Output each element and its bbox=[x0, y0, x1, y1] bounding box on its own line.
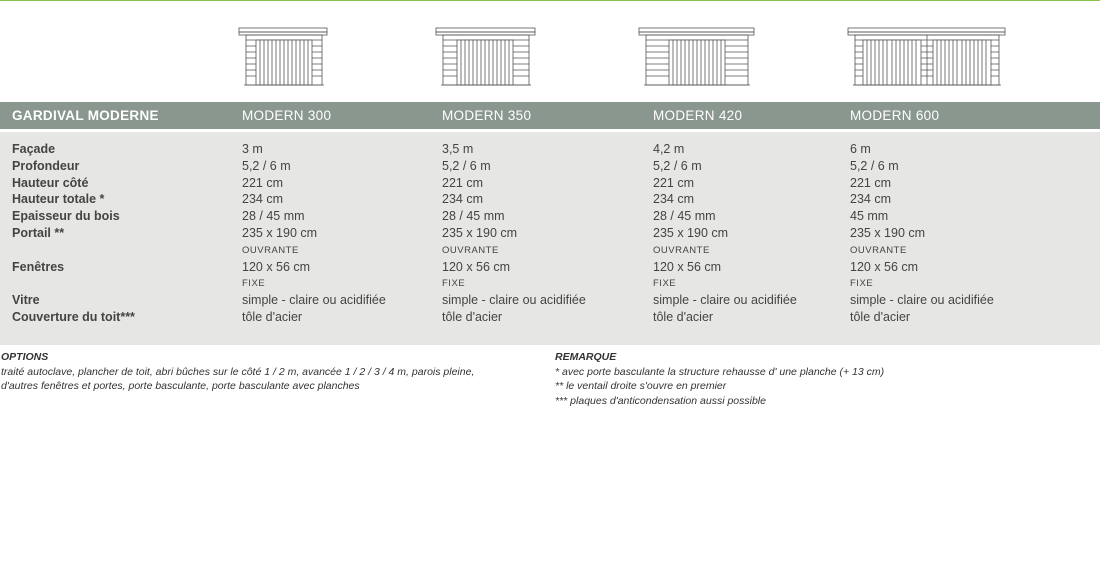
spec-value: tôle d'acier bbox=[242, 310, 303, 324]
spec-value: 120 x 56 cm bbox=[850, 260, 919, 274]
spec-subvalue: OUVRANTE bbox=[653, 245, 710, 256]
spec-subvalue: FIXE bbox=[442, 278, 466, 289]
spec-value: 120 x 56 cm bbox=[442, 260, 511, 274]
table-header-band bbox=[0, 102, 1100, 129]
label-vitre: Vitre bbox=[12, 293, 40, 307]
spec-value: 234 cm bbox=[653, 192, 694, 206]
remarque-line: * avec porte basculante la structure rehausse d' une planche (+ 13 cm) bbox=[555, 365, 885, 378]
label-profondeur: Profondeur bbox=[12, 159, 80, 173]
modern-600-garage-icon bbox=[846, 26, 1008, 88]
spec-value: 221 cm bbox=[850, 176, 891, 190]
spec-value: 5,2 / 6 m bbox=[850, 159, 899, 173]
spec-value: 120 x 56 cm bbox=[242, 260, 311, 274]
spec-value: 4,2 m bbox=[653, 142, 685, 156]
spec-value: 234 cm bbox=[850, 192, 891, 206]
spec-value: 6 m bbox=[850, 142, 871, 156]
label-couverture: Couverture du toit*** bbox=[12, 310, 135, 324]
specs-table-body bbox=[0, 132, 1100, 345]
spec-value: simple - claire ou acidifiée bbox=[653, 293, 797, 307]
spec-subvalue: FIXE bbox=[850, 278, 874, 289]
label-hauteur-cote: Hauteur côté bbox=[12, 176, 89, 190]
remarque-title: REMARQUE bbox=[555, 351, 617, 363]
spec-value: simple - claire ou acidifiée bbox=[242, 293, 386, 307]
model-header-420: MODERN 420 bbox=[653, 108, 743, 123]
options-section bbox=[1, 350, 541, 394]
options-title: OPTIONS bbox=[1, 351, 49, 363]
model-header-350: MODERN 350 bbox=[442, 108, 532, 123]
spec-value: 3,5 m bbox=[442, 142, 474, 156]
spec-subvalue: OUVRANTE bbox=[442, 245, 499, 256]
spec-value: 221 cm bbox=[442, 176, 483, 190]
spec-value: tôle d'acier bbox=[850, 310, 911, 324]
spec-value: 221 cm bbox=[242, 176, 283, 190]
modern-350-garage-icon bbox=[434, 26, 538, 88]
model-header-300: MODERN 300 bbox=[242, 108, 332, 123]
remarque-line: ** le ventail droite s'ouvre en premier bbox=[555, 380, 727, 392]
options-line: d'autres fenêtres et portes, porte basculante, porte basculante avec planches bbox=[1, 380, 360, 392]
label-facade: Façade bbox=[12, 142, 56, 156]
spec-subvalue: OUVRANTE bbox=[242, 245, 299, 256]
spec-value: 28 / 45 mm bbox=[242, 209, 305, 223]
spec-subvalue: FIXE bbox=[242, 278, 266, 289]
remarque-section bbox=[555, 350, 1095, 408]
spec-value: 120 x 56 cm bbox=[653, 260, 722, 274]
label-hauteur-totale: Hauteur totale * bbox=[12, 192, 105, 206]
spec-value: 235 x 190 cm bbox=[653, 226, 729, 240]
spec-value: simple - claire ou acidifiée bbox=[442, 293, 586, 307]
spec-value: 28 / 45 mm bbox=[442, 209, 505, 223]
spec-value: 235 x 190 cm bbox=[850, 226, 926, 240]
spec-value: tôle d'acier bbox=[442, 310, 503, 324]
spec-value: 5,2 / 6 m bbox=[653, 159, 702, 173]
label-portail: Portail ** bbox=[12, 226, 65, 240]
spec-value: 234 cm bbox=[442, 192, 483, 206]
spec-value: 235 x 190 cm bbox=[242, 226, 318, 240]
label-fenetres: Fenêtres bbox=[12, 260, 65, 274]
label-epaisseur: Epaisseur du bois bbox=[12, 209, 120, 223]
spec-value: 5,2 / 6 m bbox=[242, 159, 291, 173]
spec-subvalue: OUVRANTE bbox=[850, 245, 907, 256]
product-line-title: GARDIVAL MODERNE bbox=[12, 108, 159, 123]
modern-420-garage-icon bbox=[637, 26, 757, 88]
spec-value: 234 cm bbox=[242, 192, 283, 206]
remarque-line: *** plaques d'anticondensation aussi possible bbox=[555, 394, 766, 407]
model-header-600: MODERN 600 bbox=[850, 108, 940, 123]
spec-value: 221 cm bbox=[653, 176, 694, 190]
spec-value: tôle d'acier bbox=[653, 310, 714, 324]
spec-subvalue: FIXE bbox=[653, 278, 677, 289]
spec-value: 5,2 / 6 m bbox=[442, 159, 491, 173]
top-accent-line bbox=[0, 0, 1100, 1]
spec-value: 3 m bbox=[242, 142, 263, 156]
spec-value: 28 / 45 mm bbox=[653, 209, 716, 223]
spec-value: 45 mm bbox=[850, 209, 889, 223]
spec-value: simple - claire ou acidifiée bbox=[850, 293, 994, 307]
options-line: traité autoclave, plancher de toit, abri bûches sur le côté 1 / 2 m, avancée 1 / 2 / 3 / 4 m, parois pleine, bbox=[1, 365, 475, 378]
modern-300-garage-icon bbox=[238, 26, 330, 88]
spec-value: 235 x 190 cm bbox=[442, 226, 518, 240]
